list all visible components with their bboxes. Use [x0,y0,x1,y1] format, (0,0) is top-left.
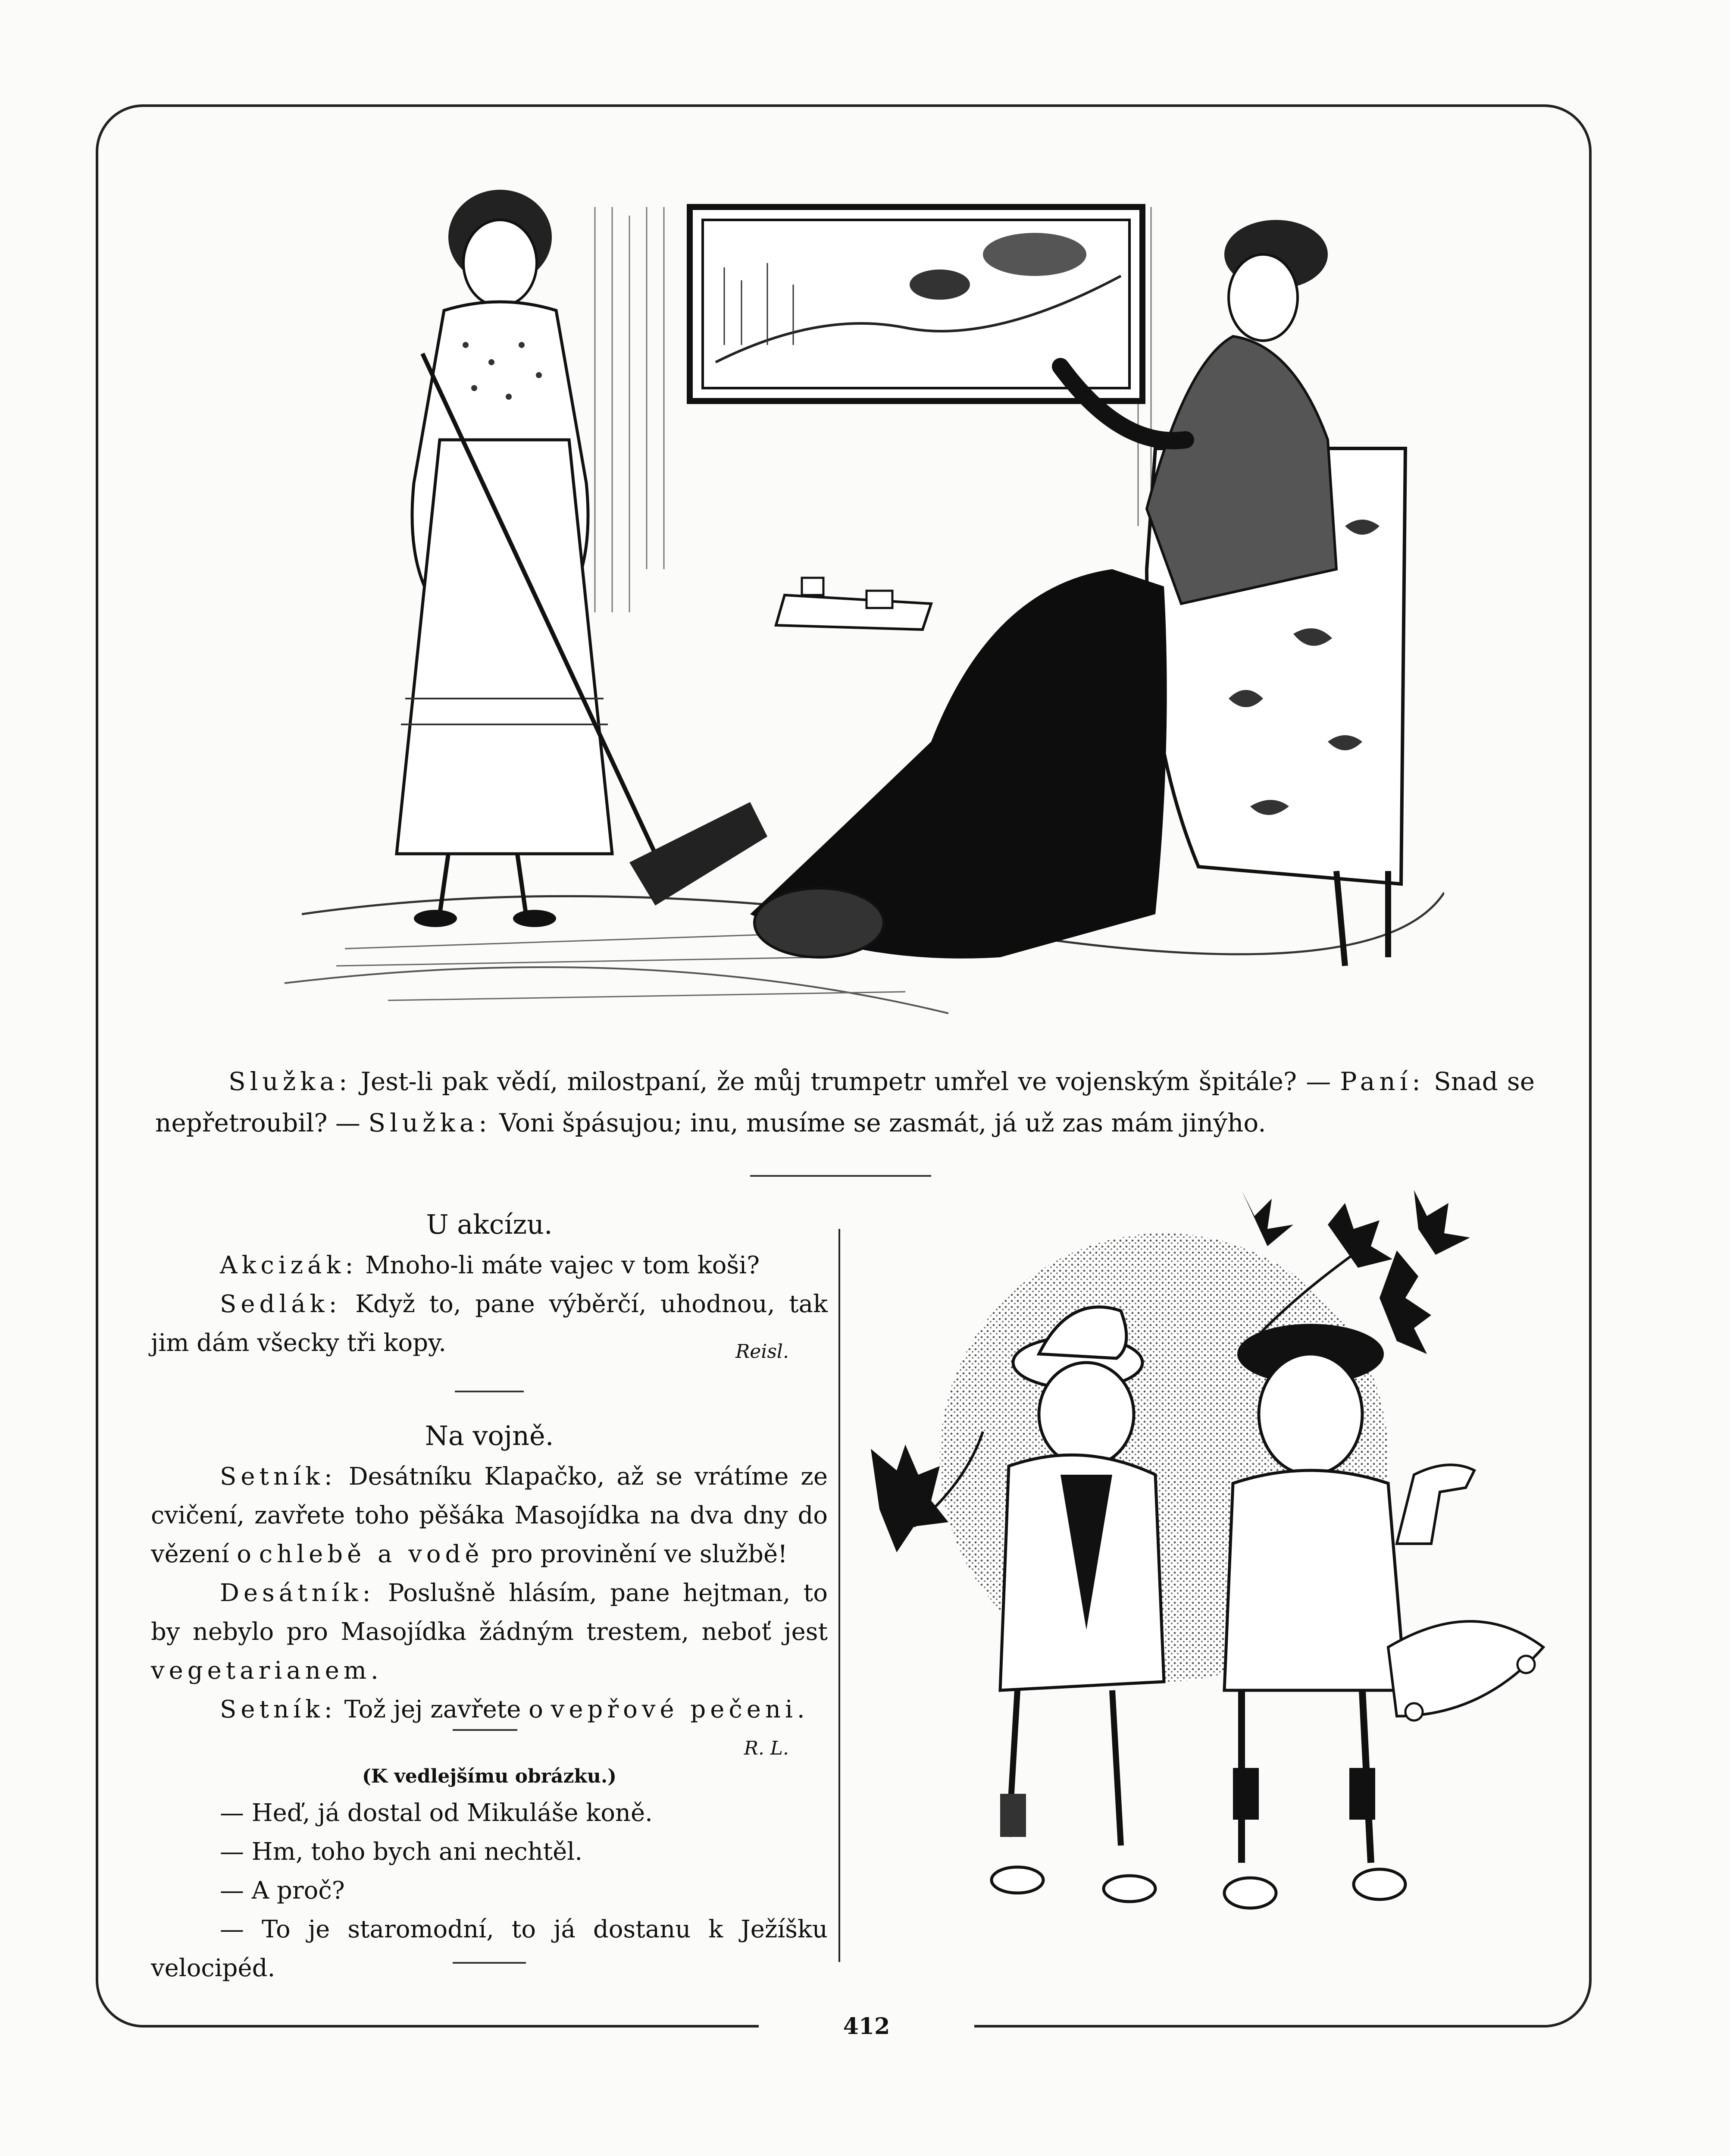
illustration-maid-and-lady [259,181,1444,1048]
illustration-two-boys [854,1173,1552,1971]
column-na-vojne [151,1414,828,1768]
vojne-line-1b: chlebě a vodě [259,1540,484,1568]
heading-u-akcizu: U akcízu. [426,1209,553,1240]
vojne-line-1a: Desátníku Klapačko, až se vrátíme ze cvičení, zavřete toho pěšáka Masojídka na dva dny do vězení o [151,1463,828,1568]
vojne-line-3a: Tož jej zavřete o [344,1695,543,1724]
illustration-caption: Služka: Jest-li pak vědí, milostpaní, že můj trumpetr umřel ve vojenským špitále? — Paní: Snad se nepřetroubil? — Služka: Voni špásujou; inu, musíme se zasmát, já už zas mám jinýho. [155,1067,1535,1138]
akcizu-line-2: Když to, pane výběrčí, uhodnou, tak jim dám všecky tři kopy. [151,1290,828,1357]
column-obrazku [151,1759,828,1988]
vojne-speaker-1: Setník: [220,1463,337,1491]
akcizu-signature: Reisl. [735,1341,789,1363]
separator-bottom [453,1962,526,1964]
page-number: 412 [843,2013,890,2040]
obrazku-line-1: — Heď, já dostal od Mikuláše koně. [220,1799,653,1827]
caption-speaker-1: Služka: [228,1067,352,1096]
vojne-line-2: Poslušně hlásím, pane hejtman, to by nebylo pro Masojídka žádným trestem, neboť jest [151,1579,828,1646]
caption-speaker-3: Služka: [368,1108,491,1138]
heading-na-vojne: Na vojně. [425,1420,554,1451]
akcizu-speaker-2: Sedlák: [220,1290,341,1318]
akcizu-speaker-1: Akcizák: [220,1251,358,1279]
column-akcizu [151,1203,828,1371]
obrazku-note: (K vedlejšímu obrázku.) [362,1765,617,1787]
vojne-signature: R. L. [744,1737,789,1759]
caption-speaker-2: Paní: [1340,1067,1425,1096]
obrazku-line-2: — Hm, toho bych ani nechtěl. [220,1838,583,1866]
column-divider [838,1229,840,1962]
obrazku-line-4: — To je staromodní, to já dostanu k Ježíšku velocipéd. [151,1915,828,1982]
caption-line-3: Voni špásujou; inu, musíme se zasmát, já už zas mám jinýho. [499,1108,1266,1138]
caption-line-1: Jest-li pak vědí, milostpaní, že můj trumpetr umřel ve vojenským špitále? [360,1067,1297,1096]
vojne-speaker-3: Setník: [220,1695,337,1724]
boy-right-figure [1224,1324,1543,1908]
maid-figure [397,190,612,927]
vojne-line-1c: pro provinění ve službě! [491,1540,788,1568]
obrazku-line-3: — A proč? [220,1877,345,1905]
vojne-line-3b: vepřové pečeni. [551,1695,809,1724]
separator-vojne [453,1729,517,1731]
separator-akcizu [455,1391,524,1392]
akcizu-line-1: Mnoho-li máte vajec v tom koši? [365,1251,760,1279]
vojne-speaker-2: Desátník: [220,1579,375,1607]
vojne-line-2b: vegetarianem. [151,1657,383,1685]
caption-line-2: Snad se nepřetroubil? [155,1067,1535,1138]
